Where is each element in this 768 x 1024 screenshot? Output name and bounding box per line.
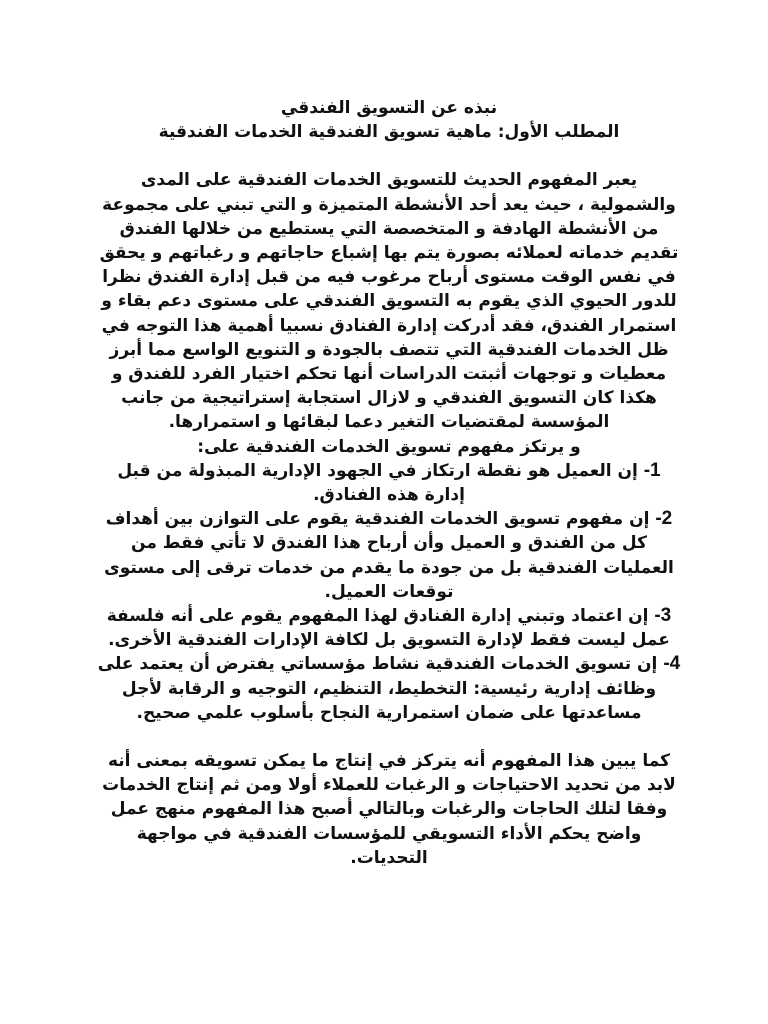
list-item-text: إن اعتماد وتبني إدارة الفنادق لهذا المفهوم يقوم على أنه فلسفة عمل ليست فقط لإدارة التسويق بل لكافة الإدارات الفندقية الأخرى. xyxy=(106,606,670,651)
spacer xyxy=(96,144,682,168)
lead-in-text: و يرتكز مفهوم تسويق الخدمات الفندقية على: xyxy=(197,436,581,457)
section-subtitle: المطلب الأول: ماهية تسويق الفندقية الخدمات الفندقية xyxy=(158,122,620,143)
closing-paragraph: كما يبين هذا المفهوم أنه يتركز في إنتاج ما يمكن تسويقه بمعنى أنه لابد من تحديد الاحتياجات و الرغبات للعملاء أولا ومن ثم إنتاج الخدمات وفقا لتلك الحاجات والرغبات وبالتالي أصبح هذا المفهوم منهج عمل واضح يحكم الأداء التسويقي للمؤسسات الفندقية في مواجهة التحديات. xyxy=(102,751,676,868)
list-item xyxy=(96,459,682,507)
list-item xyxy=(96,652,682,725)
list-item-number: 4- xyxy=(663,653,681,675)
list-item-number: 1- xyxy=(643,459,661,481)
list-item-number: 3- xyxy=(654,605,672,627)
list-item xyxy=(96,604,682,652)
list-item xyxy=(96,507,682,604)
intro-paragraph: يعبر المفهوم الحديث للتسويق الخدمات الفندقية على المدى والشمولية ، حيث يعد أحد الأنشطة المتميزة و التي تبني على مجموعة من الأنشطة الهادفة و المتخصصة التي يستطيع من خلالها الفندق تقديم خدماته لعملائه بصورة يتم بها إشباع حاجاتهم و رغباتهم و يحقق في نفس الوقت مستوى أرباح مرغوب فيه من قبل إدارة الفندق نظرا للدور الحيوي الذي يقوم به التسويق الفندقي على مستوى دعم بقاء و استمرار الفندق، فقد أدركت إدارة الفنادق نسبيا أهمية هذا التوجه في ظل الخدمات الفندقية التي تتصف بالجودة و التنويع الواسع مما أبرز معطيات و توجهات أثبتت الدراسات أنها تحكم اختيار الفرد للفندق و هكذا كان التسويق الفندقي و لازال استجابة إستراتيجية من جانب المؤسسة لمقتضيات التغير دعما لبقائها و استمرارها. xyxy=(99,170,679,433)
list-item-number: 2- xyxy=(655,508,673,530)
list-item-text: إن العميل هو نقطة ارتكاز في الجهود الإدارية المبذولة من قبل إدارة هذه الفنادق. xyxy=(117,460,638,506)
document-page xyxy=(96,96,682,870)
document-title: نبذه عن التسويق الفندقي xyxy=(280,98,498,118)
list-item-text: إن تسويق الخدمات الفندقية نشاط مؤسساتي يفترض أن يعتمد على وظائف إدارية رئيسية: التخطيط، التنظيم، التوجيه و الرقابة لأجل مساعدتها على ضمان استمرارية النجاح بأسلوب علمي صحيح. xyxy=(97,654,658,723)
list-item-text: إن مفهوم تسويق الخدمات الفندقية يقوم على التوازن بين أهداف كل من الفندق و العميل وأن أرباح هذا الفندق لا تأتي فقط من العمليات الفندقية بل من جودة ما يقدم من خدمات ترقى إلى مستوى توقعات العميل. xyxy=(104,509,674,602)
spacer xyxy=(96,725,682,749)
